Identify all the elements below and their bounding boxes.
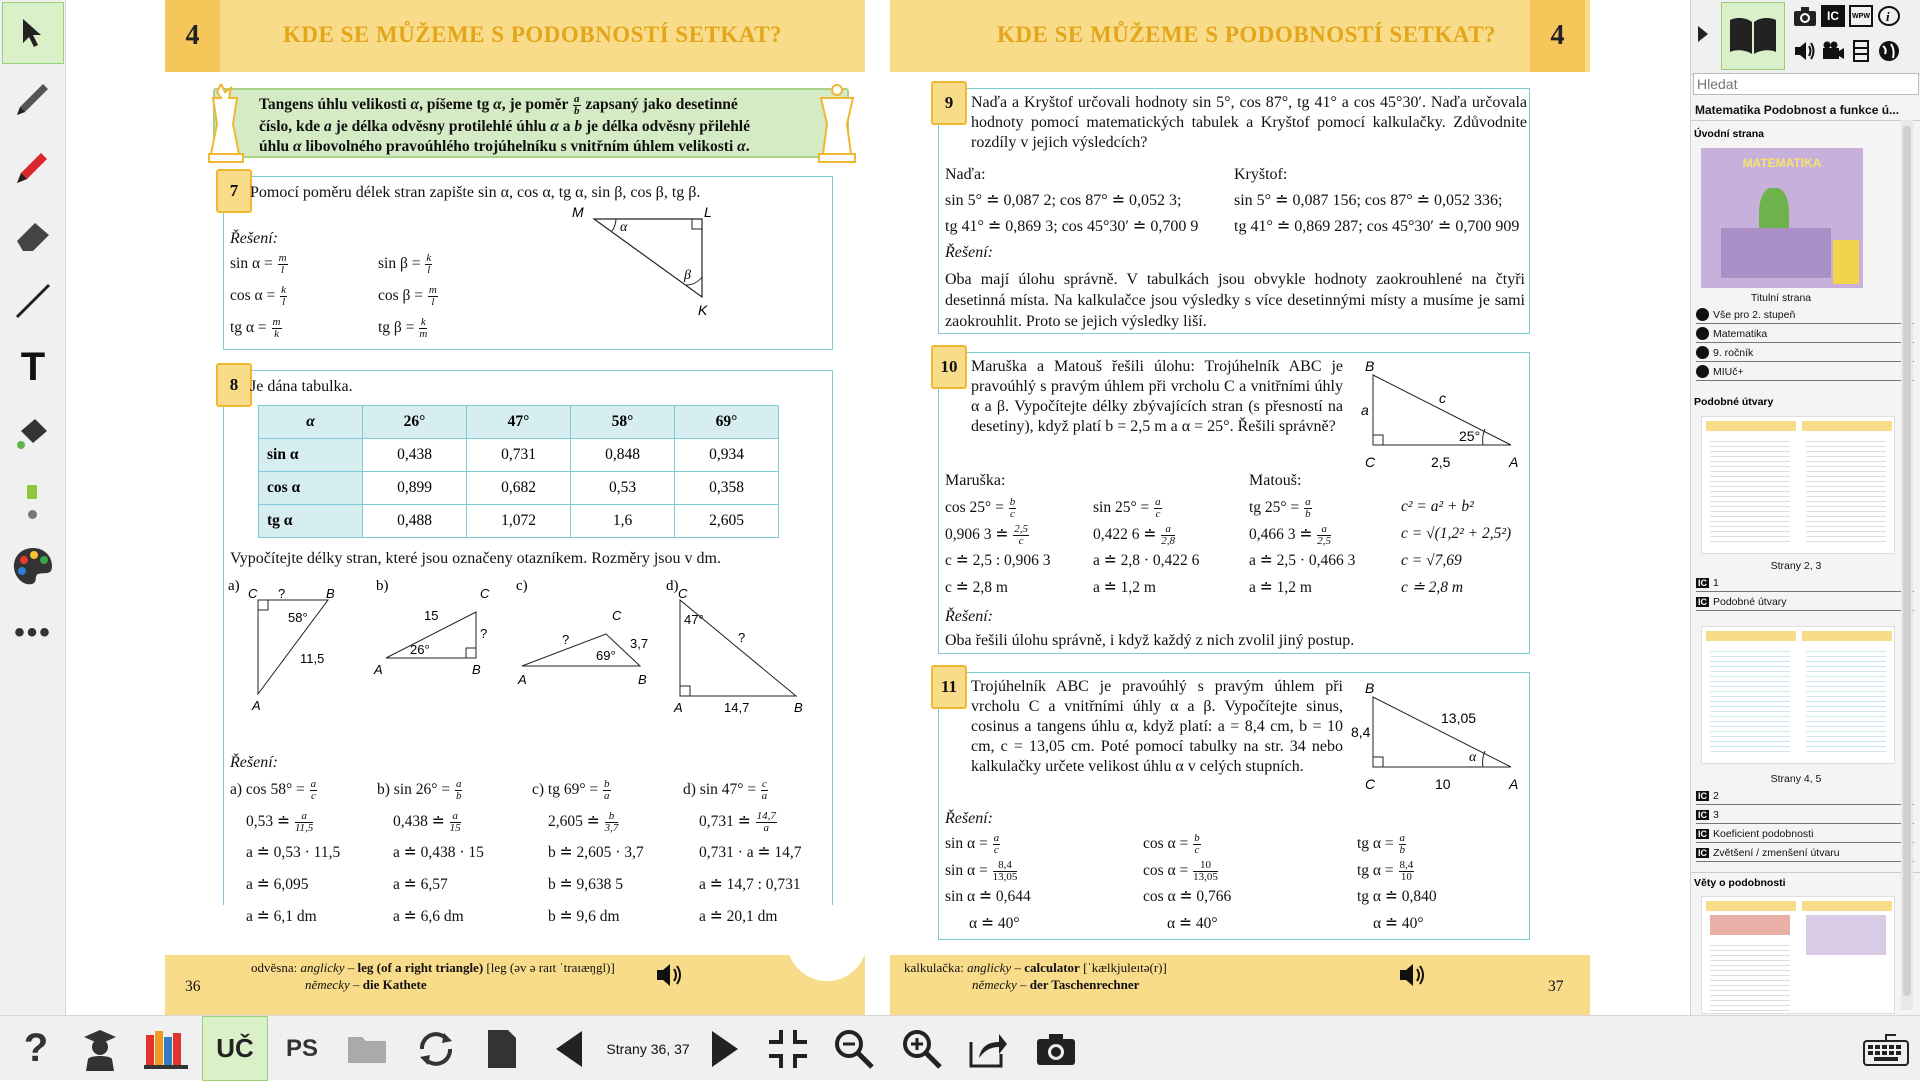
marker-tool[interactable] xyxy=(2,136,64,198)
palette-tool[interactable] xyxy=(2,536,64,598)
cell: 0,899 xyxy=(363,472,467,505)
svg-text:A: A xyxy=(374,662,383,677)
line-icon xyxy=(11,279,55,323)
teacher-button[interactable] xyxy=(72,1016,128,1081)
task-number: 8 xyxy=(216,363,252,407)
link-item[interactable]: IC 1 xyxy=(1696,574,1914,592)
speaker-icon[interactable] xyxy=(655,961,685,989)
collapse-icon xyxy=(767,1028,809,1070)
glossary-leg: odvěsna: anglicky – leg (of a right triangle) [leg (əv ə raɪt ˈtraɪæŋgl)] německy – die Kathete xyxy=(251,960,615,992)
t10-col-4: c² = a² + b² c = √(1,2² + 2,5²) c = √7,69 c ≐ 2,8 m xyxy=(1401,498,1512,596)
chess-king-icon xyxy=(205,84,249,164)
maruska-label: Maruška: xyxy=(945,472,1006,489)
link-item[interactable]: IC 3 xyxy=(1696,806,1914,824)
thumb-content xyxy=(1710,941,1790,1011)
thumb1-caption: Titulní strana xyxy=(1750,292,1812,304)
svg-text:8,4: 8,4 xyxy=(1351,724,1371,740)
task-11 xyxy=(938,672,1530,940)
thumb-content xyxy=(1710,437,1790,545)
svg-text:B: B xyxy=(638,672,647,687)
task-number: 11 xyxy=(931,665,967,709)
cursor-arrow-icon xyxy=(15,15,51,51)
fig-d-label: d) xyxy=(666,578,679,594)
thumb-content xyxy=(1710,915,1790,935)
cell: 2,605 xyxy=(675,505,779,538)
info-icon[interactable] xyxy=(1877,5,1901,27)
svg-text:A: A xyxy=(252,698,261,713)
th: 26° xyxy=(363,406,467,439)
fill-tool[interactable] xyxy=(2,402,64,464)
t10-col-2: sin 25° = $\frac{a}{c}$ 0,422 6 ≐ $\frac{a}{2,8}$ a ≐ 2,8 · 0,422 6 a ≐ 1,2 m xyxy=(1093,496,1200,596)
camera-icon xyxy=(1035,1031,1077,1067)
task-number: 9 xyxy=(931,81,967,125)
row-label: sin α xyxy=(259,439,363,472)
t11-triangle xyxy=(1351,675,1527,795)
left-page-number: 36 xyxy=(185,978,201,995)
th: 58° xyxy=(571,406,675,439)
nada-line-2: tg 41° ≐ 0,869 3; cos 45°30′ ≐ 0,700 9 xyxy=(945,218,1199,235)
section-podobne-utvary[interactable]: Podobné útvary xyxy=(1691,392,1920,412)
task-number: 10 xyxy=(931,345,967,389)
t7-solution: sin α = $\frac{m}{l}$ sin β = $\frac{k}{l}$ cos α = $\frac{k}{l}$ cos β = $\frac{m}{l}$ tg α = $\frac{m}{k}$ tg β = $\frac{k}{m}$ xyxy=(230,252,437,340)
vertex-L: L xyxy=(704,205,712,220)
th: 47° xyxy=(467,406,571,439)
cell: 1,6 xyxy=(571,505,675,538)
thumb-content xyxy=(1806,647,1886,755)
eraser-icon xyxy=(11,213,55,257)
ic-icon: IC xyxy=(1698,828,1707,839)
nada-label: Naďa: xyxy=(945,166,986,183)
ic-icon: IC xyxy=(1698,577,1707,588)
svg-text:C: C xyxy=(480,586,490,601)
expand-arrow-icon[interactable] xyxy=(1695,24,1711,44)
link-item[interactable]: MIUč+ xyxy=(1696,363,1914,381)
svg-text:47°: 47° xyxy=(684,612,704,627)
nada-line-1: sin 5° ≐ 0,087 2; cos 87° ≐ 0,052 3; xyxy=(945,192,1182,209)
film-icon[interactable] xyxy=(1849,40,1873,62)
svg-text:B: B xyxy=(1365,358,1375,374)
right-page-number: 37 xyxy=(1548,978,1564,995)
t11-sin: sin α = $\frac{a}{c}$ sin α = $\frac{8,4}{13,05}$ sin α ≐ 0,644 α ≐ 40° xyxy=(945,832,1031,932)
svg-text:C: C xyxy=(612,608,622,623)
task-text: Pomocí poměru délek stran zapište sin α, cos α, tg α, sin β, cos β, tg β. xyxy=(250,184,701,201)
globe-icon xyxy=(1696,365,1709,378)
thumb2-caption: Strany 2, 3 xyxy=(1770,560,1822,572)
solution-label: Řešení: xyxy=(945,810,993,827)
section-uvodni-strana[interactable]: Úvodní strana xyxy=(1691,124,1920,144)
thumbnail-pages-4-5[interactable] xyxy=(1701,626,1895,764)
fig-b-label: b) xyxy=(376,578,389,594)
globe-icon[interactable] xyxy=(1877,40,1901,62)
globe-icon xyxy=(1696,327,1709,340)
cell: 0,53 xyxy=(571,472,675,505)
values-table xyxy=(258,405,779,538)
open-folder-button[interactable] xyxy=(340,1016,396,1081)
cell: 1,072 xyxy=(467,505,571,538)
zoom-in-icon xyxy=(901,1028,943,1070)
refresh-icon xyxy=(414,1027,458,1071)
arrow-right-icon xyxy=(708,1029,742,1069)
svg-text:C: C xyxy=(678,586,688,601)
keyboard-icon xyxy=(1862,1031,1910,1067)
t11-cos: cos α = $\frac{b}{c}$ cos α = $\frac{10}{13,05}$ cos α ≐ 0,766 α ≐ 40° xyxy=(1143,832,1232,932)
pencil-icon xyxy=(11,77,55,121)
svg-text:i: i xyxy=(1886,9,1890,24)
audio-icon[interactable] xyxy=(1793,40,1817,62)
cell: 0,731 xyxy=(467,439,571,472)
chess-queen-icon xyxy=(815,84,859,164)
svg-text:2,5: 2,5 xyxy=(1431,454,1451,470)
thumbnail-pages-2-3[interactable] xyxy=(1701,416,1895,554)
globe-icon xyxy=(1696,308,1709,321)
t7-triangle xyxy=(564,205,744,315)
link-item[interactable]: IC Koeficient podobnosti xyxy=(1696,825,1914,843)
cell: 0,848 xyxy=(571,439,675,472)
svg-text:A: A xyxy=(1509,454,1519,470)
task-text: Maruška a Matouš řešili úlohu: Trojúhelník ABC je pravoúhlý s pravým úhlem při vrcholu C a vnitřními úhly α a β. Vypočítejte délky zbývajících stran (s přesností na desetiny), když platí b = 2,5 m a α = 25°. Řešili správně? xyxy=(971,358,1343,435)
svg-text:?: ? xyxy=(738,630,746,645)
paint-bucket-icon xyxy=(11,411,55,455)
ic-icon: IC xyxy=(1698,790,1707,801)
cell: 0,934 xyxy=(675,439,779,472)
task-8 xyxy=(223,370,833,925)
t10-col-1: cos 25° = $\frac{b}{c}$ 0,906 3 ≐ $\frac{2,5}{c}$ c ≐ 2,5 : 0,906 3 c ≐ 2,8 m xyxy=(945,496,1051,596)
left-chapter-number: 4 xyxy=(165,0,220,72)
thumbnail-cover[interactable] xyxy=(1701,148,1863,288)
glossary-calculator: kalkulačka: anglicky – calculator [ˈkælkjuleɪtə(r)] německy – der Taschenrechner xyxy=(904,960,1167,992)
divider xyxy=(1691,120,1920,121)
thumb-content xyxy=(1806,915,1886,955)
t10-col-3: tg 25° = $\frac{a}{b}$ 0,466 3 ≐ $\frac{a}{2,5}$ a ≐ 2,5 · 0,466 3 a ≐ 1,2 m xyxy=(1249,496,1356,596)
svg-text:10: 10 xyxy=(1435,776,1451,792)
thumb-content xyxy=(1806,437,1886,545)
marker-icon xyxy=(11,145,55,189)
right-panel xyxy=(1690,0,1920,1015)
fig-c-label: c) xyxy=(516,578,528,594)
svg-text:B: B xyxy=(1365,680,1375,696)
task-7 xyxy=(223,176,833,350)
vertex-M: M xyxy=(572,205,584,220)
krystof-line-2: tg 41° ≐ 0,869 287; cos 45°30′ ≐ 0,700 909 xyxy=(1234,218,1520,235)
vertex-K: K xyxy=(698,302,708,315)
task-text: Naďa a Kryštof určovali hodnoty sin 5°, cos 87°, tg 41° a cos 45°30′. Naďa určovala hodnoty pomocí matematických tabulek a Kryštof pomocí kalkulačky. Zdůvodnite rozdíly v jejich výsledcích? xyxy=(971,94,1527,151)
left-page-title: KDE SE MŮŽEME S PODOBNOSTÍ SETKAT? xyxy=(283,22,783,47)
video-camera-icon[interactable] xyxy=(1821,40,1845,62)
angle-alpha: α xyxy=(620,220,628,235)
fig-a-label: a) xyxy=(228,578,240,594)
pencil-tool[interactable] xyxy=(2,68,64,130)
svg-text:25°: 25° xyxy=(1459,428,1481,444)
fit-page-button[interactable] xyxy=(760,1016,816,1081)
svg-text:C: C xyxy=(1365,776,1376,792)
svg-text:15: 15 xyxy=(424,608,439,623)
eraser-tool[interactable] xyxy=(2,204,64,266)
cell: 0,488 xyxy=(363,505,467,538)
svg-text:13,05: 13,05 xyxy=(1441,710,1477,726)
solution-label: Řešení: xyxy=(230,230,278,247)
ps-button[interactable]: PS xyxy=(285,1034,318,1062)
link-item[interactable]: IC Podobné útvary xyxy=(1696,593,1914,611)
book-spread xyxy=(165,0,1590,1015)
svg-text:C: C xyxy=(1365,454,1376,470)
link-item[interactable]: 9. ročník xyxy=(1696,344,1914,362)
svg-text:B: B xyxy=(472,662,481,677)
svg-text:a: a xyxy=(1361,402,1369,418)
camera-icon[interactable] xyxy=(1793,6,1817,28)
section-vety-o-podobnosti[interactable]: Věty o podobnosti xyxy=(1691,873,1920,893)
svg-text:14,7: 14,7 xyxy=(724,700,750,715)
svg-text:c: c xyxy=(1439,390,1446,406)
ic-icon: IC xyxy=(1698,809,1707,820)
select-tool[interactable] xyxy=(2,2,64,64)
cover-title: MATEMATIKA xyxy=(1742,156,1822,170)
line-tool[interactable] xyxy=(2,270,64,332)
tangent-definition xyxy=(213,88,849,158)
link-item[interactable]: Matematika xyxy=(1696,325,1914,343)
text-tool[interactable]: T xyxy=(20,344,46,389)
cover-board xyxy=(1721,228,1831,278)
thumb-header xyxy=(1706,631,1796,641)
help-button[interactable]: ? xyxy=(23,1026,49,1070)
link-item[interactable]: IC 2 xyxy=(1696,787,1914,805)
books-icon xyxy=(142,1029,190,1069)
task-10 xyxy=(938,352,1530,654)
t10-answer: Oba řešili úlohu správně, i když každý z nich zvolil jiný postup. xyxy=(945,632,1355,649)
thumb3-caption: Strany 4, 5 xyxy=(1770,773,1822,785)
svg-text:?: ? xyxy=(562,632,570,647)
library-button[interactable] xyxy=(138,1016,194,1081)
svg-text:A: A xyxy=(674,700,683,715)
svg-text:11,5: 11,5 xyxy=(300,651,325,666)
cover-menu xyxy=(1833,240,1859,284)
screenshot-button[interactable] xyxy=(1028,1016,1084,1081)
panel-toolbar xyxy=(1691,0,1920,75)
thumb-header xyxy=(1706,901,1796,911)
search-input[interactable] xyxy=(1693,73,1919,95)
svg-text:26°: 26° xyxy=(410,642,430,657)
book-title: Matematika Podobnost a funkce ú... xyxy=(1695,103,1900,117)
svg-text:A: A xyxy=(1509,776,1519,792)
folder-icon xyxy=(346,1031,390,1067)
solution-label: Řešení: xyxy=(230,754,278,771)
task-number: 7 xyxy=(216,169,252,213)
t8-figures xyxy=(228,576,832,716)
thumb-header xyxy=(1802,631,1892,641)
share-icon xyxy=(967,1028,1009,1070)
keyboard-button[interactable] xyxy=(1858,1016,1914,1081)
left-toolbar xyxy=(0,0,66,1015)
cell: 0,358 xyxy=(675,472,779,505)
size-dot[interactable] xyxy=(28,510,37,519)
t10-triangle xyxy=(1351,353,1527,473)
krystof-label: Kryštof: xyxy=(1234,166,1288,183)
cell: 0,682 xyxy=(467,472,571,505)
arrow-left-icon xyxy=(552,1029,586,1069)
tangent-definition-text: Tangens úhlu velikosti α, píšeme tg α, je poměr $\frac{a}{b}$ zapsaný jako desetinné číslo, kde a je délka odvěsny protilehlé úhlu α a b je délka odvěsny přilehlé úhlu α libovolného pravoúhlého trojúhelníku s vnitřním úhlem velikosti α. xyxy=(259,93,750,155)
thumb-header xyxy=(1802,901,1892,911)
thumbnail-pages-6-7[interactable] xyxy=(1701,896,1895,1014)
ic-icon[interactable]: IC xyxy=(1821,5,1845,27)
page-button[interactable] xyxy=(474,1016,530,1081)
t8-solution: a) cos 58° = $\frac{a}{c}$ 0,53 ≐ $\frac{a}{11,5}$ a ≐ 0,53 · 11,5 a ≐ 6,095 a ≐ 6,1 dm b) sin 26° = $\frac{a}{b}$ 0,438 ≐ $\frac{a}{15}$ a ≐ 0,438 · 15 a ≐ 6,57 a ≐ 6,6 dm c) tg 69° = $\frac{b}{a}$ 2,605 ≐ $\frac{b}{3,7}$ b ≐ 2,605 · 3,7 b ≐ 9,638 5 b ≐ 9,6 dm d) sin 47° = $\frac{c}{a}$ 0,731 ≐ $\frac{14,7}{a}$ 0,731 · a ≐ 14,7 a ≐ 14,7 : 0,731 a ≐ 20,1 dm xyxy=(230,778,802,925)
scrollbar-thumb[interactable] xyxy=(1903,126,1911,996)
zoom-out-icon xyxy=(833,1028,875,1070)
thumb-header xyxy=(1706,421,1796,431)
task-text: Vypočítejte délky stran, které jsou označeny otazníkem. Rozměry jsou v dm. xyxy=(230,550,721,567)
svg-text:α: α xyxy=(1469,750,1477,765)
book-view-button[interactable] xyxy=(1721,2,1785,70)
zoom-out-button[interactable] xyxy=(826,1016,882,1081)
link-item[interactable]: IC Zvětšení / zmenšení útvaru xyxy=(1696,844,1914,862)
svg-text:69°: 69° xyxy=(596,648,616,663)
panel-scrollbar[interactable] xyxy=(1901,120,1913,1010)
svg-text:A: A xyxy=(518,672,527,687)
bottom-toolbar xyxy=(0,1015,1920,1080)
right-page-title: KDE SE MŮŽEME S PODOBNOSTÍ SETKAT? xyxy=(997,22,1497,47)
svg-text:B: B xyxy=(326,586,335,601)
refresh-button[interactable] xyxy=(408,1016,464,1081)
next-page-button[interactable] xyxy=(700,1016,750,1081)
share-button[interactable] xyxy=(960,1016,1016,1081)
svg-text:3,7: 3,7 xyxy=(630,636,649,651)
t9-answer: Oba mají úlohu správně. V tabulkách jsou obvykle hodnoty zaokrouhlené na čtyři desetinná místa. Na kalkulačce jsou výsledky s více desetinnými místy a musíme je sami zaokrouhlit. Proto se jejich výsledky liší. xyxy=(945,271,1525,330)
size-indicator[interactable] xyxy=(27,485,37,499)
krystof-line-1: sin 5° ≐ 0,087 156; cos 87° ≐ 0,052 336; xyxy=(1234,192,1503,209)
angle-beta: β xyxy=(684,268,691,283)
link-item[interactable]: Vše pro 2. stupeň xyxy=(1696,306,1914,324)
palette-icon xyxy=(10,544,56,590)
previous-page-button[interactable] xyxy=(544,1016,594,1081)
open-book-icon xyxy=(1728,16,1778,56)
svg-text:B: B xyxy=(794,700,803,715)
more-tools-button[interactable]: ••• xyxy=(14,616,52,649)
th: 69° xyxy=(675,406,779,439)
task-9 xyxy=(938,88,1530,334)
solution-label: Řešení: xyxy=(945,608,993,625)
speaker-icon[interactable] xyxy=(1398,961,1428,989)
right-chapter-number: 4 xyxy=(1530,0,1585,72)
svg-text:C: C xyxy=(248,586,258,601)
document-icon xyxy=(484,1028,520,1070)
page-indicator: Strany 36, 37 xyxy=(606,1040,690,1057)
solution-label: Řešení: xyxy=(945,244,993,261)
right-page-footer xyxy=(890,955,1590,1015)
row-label: cos α xyxy=(259,472,363,505)
wpw-icon[interactable]: WPW xyxy=(1849,5,1873,27)
ic-icon: IC xyxy=(1698,596,1707,607)
row-label: tg α xyxy=(259,505,363,538)
t11-tg: tg α = $\frac{a}{b}$ tg α = $\frac{8,4}{10}$ tg α ≐ 0,840 α ≐ 40° xyxy=(1357,832,1437,932)
svg-text:?: ? xyxy=(480,626,488,641)
teacher-icon xyxy=(80,1027,120,1071)
zoom-in-button[interactable] xyxy=(894,1016,950,1081)
matous-label: Matouš: xyxy=(1249,472,1302,489)
uc-button[interactable]: UČ xyxy=(202,1016,268,1081)
svg-text:58°: 58° xyxy=(288,610,308,625)
globe-icon xyxy=(1696,346,1709,359)
left-page-footer xyxy=(165,955,865,1015)
task-intro: Je dána tabulka. xyxy=(250,378,353,395)
task-text: Trojúhelník ABC je pravoúhlý s pravým úhlem při vrcholu C a vnitřními úhly α a β. Vypočítejte sinus, cosinus a tangens úhlu α, když platí: a = 8,4 cm, b = 10 cm, c = 13,05 cm. Poté pomocí tabulky na str. 34 nebo kalkulačky určete velikost úhlu α v celých stupních. xyxy=(971,678,1343,775)
cell: 0,438 xyxy=(363,439,467,472)
th: α xyxy=(259,406,363,439)
ic-icon: IC xyxy=(1698,847,1707,858)
svg-text:?: ? xyxy=(278,586,286,601)
thumb-header xyxy=(1802,421,1892,431)
thumb-content xyxy=(1710,647,1790,755)
